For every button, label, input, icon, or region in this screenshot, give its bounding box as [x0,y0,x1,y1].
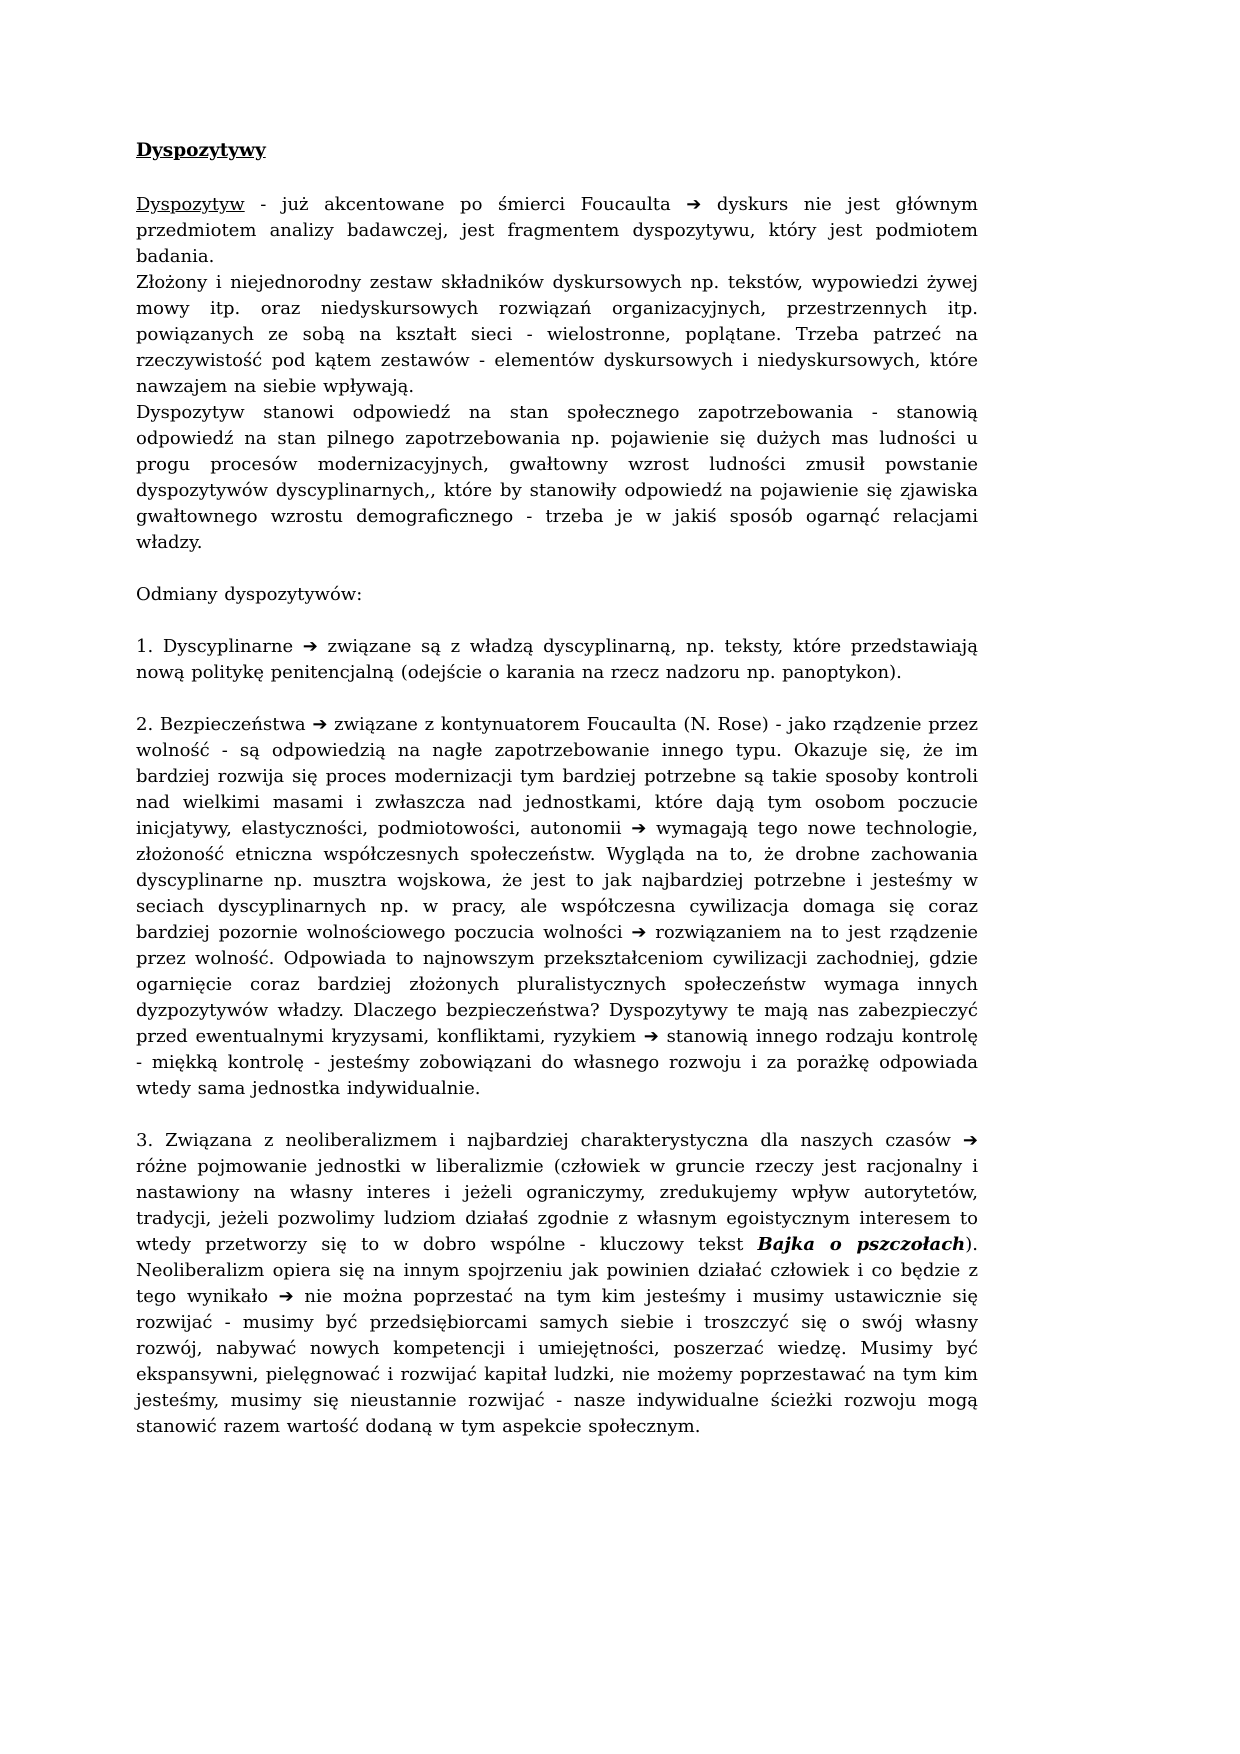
neoliberal-text-before: 3. Związana z neoliberalizmem i najbardziej charakterystyczna dla naszych czasów ➔ różne pojmowanie jednostki w liberalizmie (człowiek w gruncie rzeczy jest racjonalny i nastawiony na własny interes i jeżeli ograniczymy, zredukujemy wpływ autorytetów, tradycji, jeżeli pozwolimy ludziom działaś zgodnie z własnym egoistycznym interesem to wtedy przetworzy się to w dobro wspólne - kluczowy tekst [136,1130,978,1255]
definition-text: - już akcentowane po śmierci Foucaulta ➔ dyskurs nie jest głównym przedmiotem analizy badawczej, jest fragmentem dyspozytywu, który jest podmiotem badania. [136,194,978,267]
paragraph-structure: Złożony i niejednorodny zestaw składników dyskursowych np. tekstów, wypowiedzi żywej mowy itp. oraz niedyskursowych rozwiązań organizacyjnych, przestrzennych itp. powiązanych ze sobą na kształt sieci - wielostronne, poplątane. Trzeba patrzeć na rzeczywistość pod kątem zestawów - elementów dyskursowych i niedyskursowych, które nawzajem na siebie wpływają. [136,272,978,397]
document-heading: Dyspozytywy [136,140,266,161]
list-item-disciplinary: 1. Dyscyplinarne ➔ związane są z władzą dyscyplinarną, np. teksty, które przedstawiają nową politykę penitencjalną (odejście o karania na rzecz nadzoru np. panoptykon). [136,636,978,683]
term-dyspozytyw: Dyspozytyw [136,194,245,215]
list-item-security: 2. Bezpieczeństwa ➔ związane z kontynuatorem Foucaulta (N. Rose) - jako rządzenie przez wolność - są odpowiedzią na nagłe zapotrzebowanie innego typu. Okazuje się, że im bardziej rozwija się proces modernizacji tym bardziej potrzebne są takie sposoby kontroli nad wielkimi masami i zwłaszcza nad jednostkami, które dają tym osobom poczucie inicjatywy, elastyczności, podmiotowości, autonomii ➔ wymagają tego nowe technologie, złożoność etniczna współczesnych społeczeństw. Wygląda na to, że drobne zachowania dyscyplinarne np. musztra wojskowa, że jest to jak najbardziej potrzebne i jesteśmy w seciach dyscyplinarnych np. w pracy, ale współczesna cywilizacja domaga się coraz bardziej pozornie wolnościowego poczucia wolności ➔ rozwiązaniem na to jest rządzenie przez wolność. Odpowiada to najnowszym przekształceniom cywilizacji zachodniej, gdzie ogarnięcie coraz bardziej złożonych pluralistycznych społeczeństw wymaga innych dyzpozytywów władzy. Dlaczego bezpieczeństwa? Dyspozytywy te mają nas zabezpieczyć przed ewentualnymi kryzysami, konfliktami, ryzykiem ➔ stanowią innego rodzaju kontrolę - miękką kontrolę - jesteśmy zobowiązani do własnego rozwoju i za porażkę odpowiada wtedy sama jednostka indywidualnie. [136,714,978,1099]
book-title: Bajka o pszczołach [757,1234,966,1255]
list-item-neoliberal [136,1128,978,1440]
neoliberal-text-after: ). Neoliberalizm opiera się na innym spojrzeniu jak powinien działać człowiek i co będzie z tego wynikało ➔ nie można poprzestać na tym kim jesteśmy i musimy ustawicznie się rozwijać - musimy być przedsiębiorcami samych siebie i troszczyć się o swój własny rozwój, nabywać nowych kompetencji i umiejętności, poszerzać wiedzę. Musimy być ekspansywni, pielęgnować i rozwijać kapitał ludzki, nie możemy poprzestawać na tym kim jesteśmy, musimy się nieustannie rozwijać - nasze indywidualne ścieżki rozwoju mogą stanowić razem wartość dodaną w tym aspekcie społecznym. [136,1234,978,1437]
paragraph-definition [136,192,978,270]
paragraph-social-response: Dyspozytyw stanowi odpowiedź na stan społecznego zapotrzebowania - stanowią odpowiedź na stan pilnego zapotrzebowania np. pojawienie się dużych mas ludności u progu procesów modernizacyjnych, gwałtowny wzrost ludności zmusił powstanie dyspozytywów dyscyplinarnych,, które by stanowiły odpowiedź na pojawienie się zjawiska gwałtownego wzrostu demograficznego - trzeba je w jakiś sposób ogarnąć relacjami władzy. [136,402,978,553]
subheading-types: Odmiany dyspozytywów: [136,584,363,605]
